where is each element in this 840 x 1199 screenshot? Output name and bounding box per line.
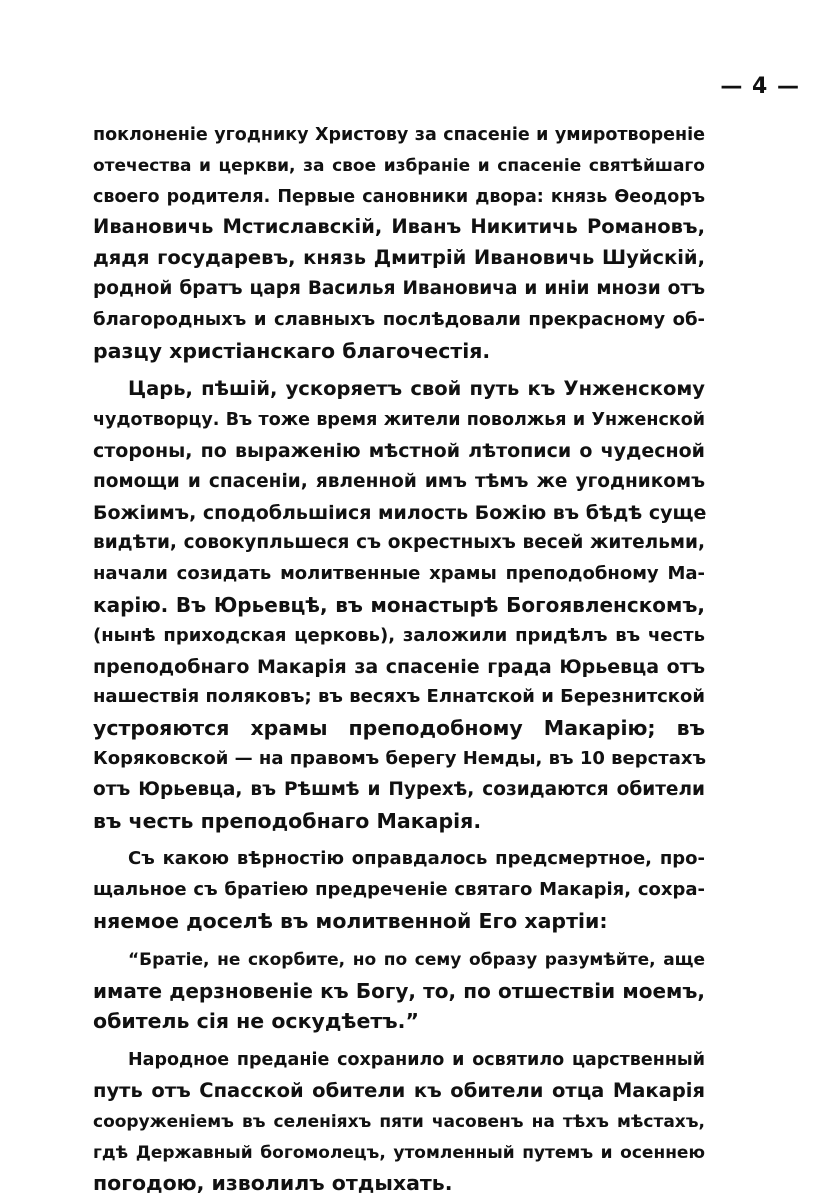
text-line: няемое доселѣ въ молитвенной Его хартіи: [93, 908, 608, 933]
text-line: погодою, изволилъ отдыхать. [93, 1171, 453, 1196]
text-line: видѣти, совокупльшеся съ окрестныхъ весей жительми, [93, 532, 705, 554]
text-line: разцу христіанскаго благочестія. [93, 338, 491, 363]
text-line: помощи и спасеніи, явленной имъ тѣмъ же угодникомъ [93, 470, 705, 492]
text-line: Царь, пѣшій, ускоряетъ свой путь къ Унженскому [128, 377, 705, 401]
text-line: Съ какою вѣрностію оправдалось предсмертное, про- [128, 848, 705, 870]
text-line: карію. Въ Юрьевцѣ, въ монастырѣ Богоявленскомъ, [93, 592, 705, 617]
text-line: преподобнаго Макарія за спасеніе града Юрьевца отъ [93, 655, 705, 678]
text-line: своего родителя. Первые сановники двора: князь Ѳеодоръ [93, 186, 705, 207]
text-line: “Братіе, не скорбите, но по сему образу разумѣйте, аще [128, 949, 705, 970]
text-line: отечества и церкви, за свое избраніе и спасеніе святѣйшаго [93, 155, 705, 176]
text-line: стороны, по выраженію мѣстной лѣтописи о чудесной [93, 439, 705, 462]
quotation [93, 945, 705, 1037]
paragraph-3 [93, 844, 705, 936]
text-line: (нынѣ приходская церковь), заложили придѣлъ въ честь [93, 624, 705, 646]
body-text [93, 120, 705, 1199]
text-line: путь отъ Спасской обители къ обители отца Макарія [93, 1078, 705, 1102]
text-line: въ честь преподобнаго Макарія. [93, 808, 482, 833]
text-line: начали созидать молитвенные храмы преподобному Ма- [93, 563, 705, 585]
text-line: благородныхъ и славныхъ послѣдовали прекрасному об- [93, 308, 705, 330]
page-number: — 4 — [720, 74, 800, 99]
paragraph-2 [93, 374, 705, 836]
text-line: поклоненіе угоднику Христову за спасеніе и умиротвореніе [93, 125, 705, 145]
text-line: нашествія поляковъ; въ весяхъ Елнатской и Березнитской [93, 686, 705, 708]
text-line: Ивановичь Мстиславскій, Иванъ Никитичь Романовъ, [93, 215, 705, 239]
text-line: обитель сія не оскудѣетъ.” [93, 1009, 419, 1034]
text-line: дядя государевъ, князь Дмитрій Ивановичь Шуйскій, [93, 246, 705, 270]
text-line: гдѣ Державный богомолецъ, утомленный путемъ и осеннею [93, 1142, 705, 1163]
paragraph-1 [93, 120, 705, 366]
text-line: отъ Юрьевца, въ Рѣшмѣ и Пурехѣ, созидаются обители [93, 778, 705, 800]
text-line: щальное съ братіею предреченіе святаго Макарія, сохра- [93, 879, 705, 901]
text-line: сооруженіемъ въ селеніяхъ пяти часовенъ на тѣхъ мѣстахъ, [93, 1111, 705, 1132]
text-line: Народное преданіе сохранило и освятило царственный [128, 1050, 705, 1071]
text-line: Коряковской — на правомъ берегу Немды, въ 10 верстахъ [93, 747, 707, 769]
text-line: имате дерзновеніе къ Богу, то, по отшествіи моемъ, [93, 978, 705, 1003]
paragraph-5 [93, 1045, 705, 1199]
text-line: родной братъ царя Василья Ивановича и иніи мнози отъ [93, 277, 705, 299]
text-line: Божіимъ, сподобльшіися милость Божію въ бѣдѣ суще [93, 501, 707, 524]
text-line: устрояются храмы преподобному Макарію; въ [93, 716, 705, 741]
text-line: чудотворцу. Въ тоже время жители поволжья и Унженской [93, 410, 705, 431]
